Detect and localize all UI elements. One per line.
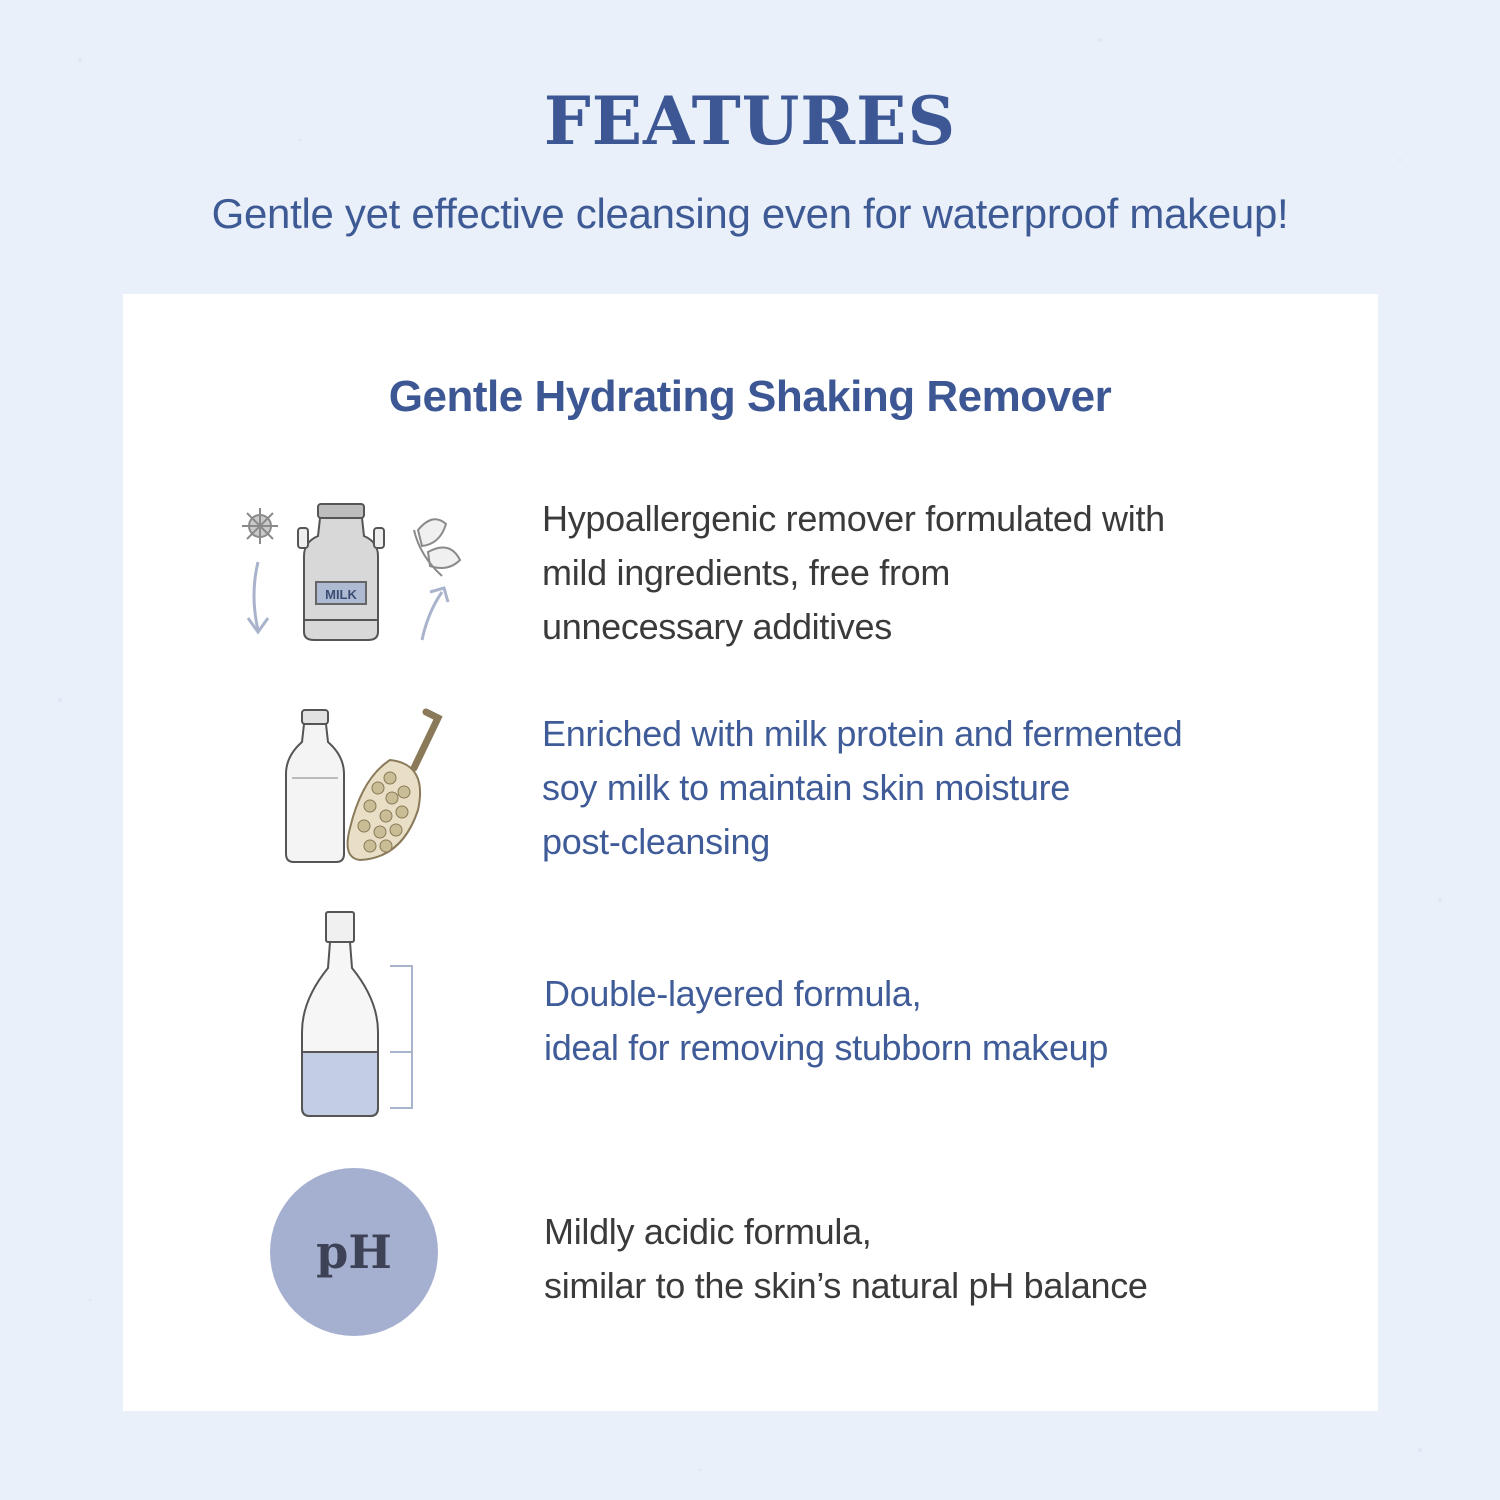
feature-2-line-1: Enriched with milk protein and fermented bbox=[542, 713, 1183, 754]
feature-3-line-1: Double-layered formula, bbox=[544, 973, 922, 1014]
feature-2-line-3: post-cleansing bbox=[542, 821, 770, 862]
feature-3-text bbox=[544, 967, 1108, 1075]
feature-1-text bbox=[542, 492, 1165, 654]
feature-4-line-1: Mildly acidic formula, bbox=[544, 1211, 872, 1252]
feature-2-text bbox=[542, 707, 1182, 869]
page-title: FEATURES bbox=[543, 82, 957, 160]
down-arrow-icon bbox=[254, 562, 258, 630]
up-arrow-icon bbox=[422, 592, 442, 640]
layer-bracket-icon bbox=[390, 966, 412, 1108]
feature-1-line-3: unnecessary additives bbox=[542, 606, 892, 647]
feature-3-icon bbox=[292, 908, 432, 1123]
ph-label: pH bbox=[316, 1225, 392, 1279]
feature-4-text bbox=[544, 1205, 1148, 1313]
feature-1-line-2: mild ingredients, free from bbox=[542, 552, 951, 593]
milk-bottle-icon bbox=[286, 710, 344, 862]
soybean-scoop-icon bbox=[348, 712, 438, 860]
feature-4-line-2: similar to the skin’s natural pH balance bbox=[544, 1265, 1148, 1306]
leaf-icon bbox=[414, 519, 460, 576]
card-title: Gentle Hydrating Shaking Remover bbox=[388, 372, 1112, 421]
feature-1-icon bbox=[228, 500, 468, 650]
feature-4-icon bbox=[268, 1166, 440, 1338]
virus-icon bbox=[242, 508, 278, 544]
milk-bottle-soybean-icon bbox=[278, 708, 448, 868]
double-layer-bottle-icon bbox=[292, 908, 432, 1123]
feature-3-line-2: ideal for removing stubborn makeup bbox=[544, 1027, 1109, 1068]
milk-can-icon bbox=[228, 500, 468, 650]
feature-2-icon bbox=[278, 708, 448, 868]
ph-badge-icon bbox=[268, 1166, 440, 1338]
feature-1-line-1: Hypoallergenic remover formulated with bbox=[542, 498, 1165, 539]
milk-label: MILK bbox=[325, 587, 357, 602]
feature-2-line-2: soy milk to maintain skin moisture bbox=[542, 767, 1070, 808]
page-subtitle: Gentle yet effective cleansing even for waterproof makeup! bbox=[211, 190, 1289, 237]
